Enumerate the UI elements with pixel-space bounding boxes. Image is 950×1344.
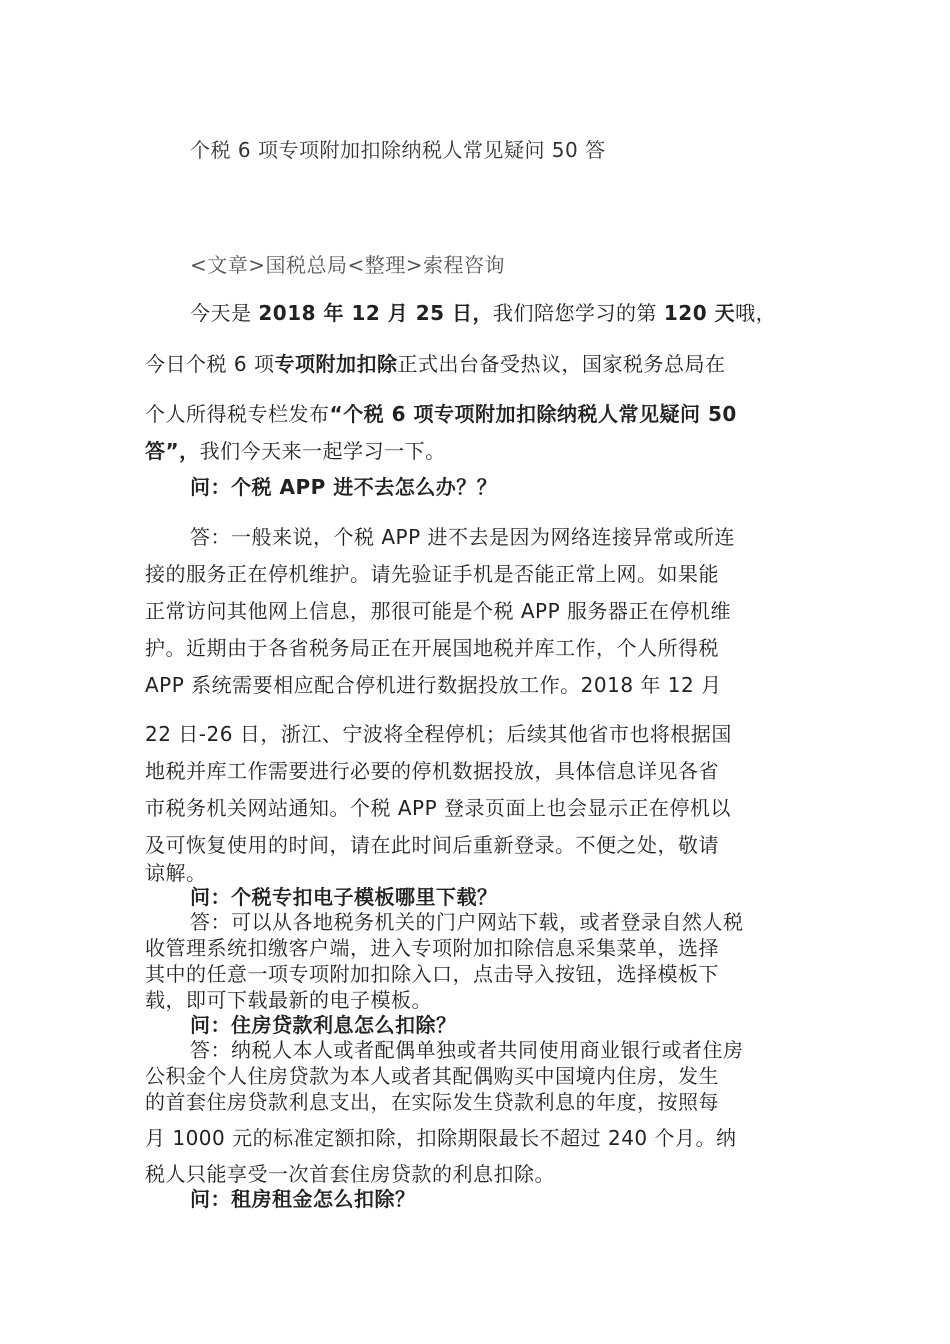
question-heading: 问：个税 APP 进不去怎么办？？ [190, 475, 498, 499]
intro-line-2 [145, 350, 725, 378]
intro-date: 2018 年 12 月 25 日， [258, 301, 494, 325]
intro-line-1 [190, 299, 776, 327]
intro-text: 今天是 [190, 301, 259, 325]
answer-line: 公积金个人住房贷款为本人或者其配偶购买中国境内住房，发生 [145, 1064, 719, 1088]
answer-line: APP 系统需要相应配合停机进行数据投放工作。2018 年 12 月 [145, 673, 722, 697]
answer-line: 正常访问其他网上信息，那很可能是个税 APP 服务器正在停机维 [145, 599, 732, 623]
answer-line: 答：可以从各地税务机关的门户网站下载，或者登录自然人税 [190, 910, 744, 934]
intro-text: 正式出台备受热议，国家税务总局在 [397, 352, 726, 376]
answer-line: 其中的任意一项专项附加扣除入口，点击导入按钮，选择模板下 [145, 962, 719, 986]
intro-line-4 [145, 437, 446, 465]
intro-text: 个人所得税专栏发布 [145, 402, 330, 426]
intro-day-count: 120 天 [663, 301, 736, 325]
question-heading: 问：住房贷款利息怎么扣除？ [190, 1013, 457, 1037]
intro-text: 我们陪您学习的第 [493, 301, 664, 325]
intro-text: 我们今天来一起学习一下。 [199, 439, 446, 463]
answer-line: 答：纳税人本人或者配偶单独或者共同使用商业银行或者住房 [190, 1038, 744, 1062]
answer-line: 谅解。 [145, 861, 207, 885]
answer-line: 地税并库工作需要进行必要的停机数据投放，具体信息详见各省 [145, 759, 719, 783]
intro-text: 哦， [735, 301, 777, 325]
answer-line: 及可恢复使用的时间，请在此时间后重新登录。不便之处，敬请 [145, 833, 719, 857]
answer-line: 收管理系统扣缴客户端，进入专项附加扣除信息采集菜单，选择 [145, 936, 719, 960]
answer-line: 护。近期由于各省税务局正在开展国地税并库工作，个人所得税 [145, 636, 719, 660]
intro-highlight: 专项附加扣除 [274, 352, 398, 376]
answer-line: 22 日-26 日，浙江、宁波将全程停机；后续其他省市也将根据国 [145, 722, 732, 746]
answer-line: 月 1000 元的标准定额扣除，扣除期限最长不超过 240 个月。纳 [145, 1126, 737, 1150]
source-line: <文章>国税总局<整理>索程咨询 [190, 253, 506, 277]
answer-line: 的首套住房贷款利息支出，在实际发生贷款利息的年度，按照每 [145, 1090, 719, 1114]
intro-text: 今日个税 6 项 [145, 352, 275, 376]
answer-line: 答：一般来说，个税 APP 进不去是因为网络连接异常或所连 [190, 525, 736, 549]
question-heading: 问：租房租金怎么扣除？ [190, 1187, 416, 1211]
answer-line: 市税务机关网站通知。个税 APP 登录页面上也会显示正在停机以 [145, 796, 732, 820]
question-heading: 问：个税专扣电子模板哪里下载？ [190, 885, 498, 909]
intro-article-title: “个税 6 项专项附加扣除纳税人常见疑问 50 [329, 402, 737, 426]
intro-article-title-end: 答”， [145, 439, 200, 463]
document-title: 个税 6 项专项附加扣除纳税人常见疑问 50 答 [190, 138, 606, 162]
intro-line-3 [145, 400, 737, 428]
answer-line: 载，即可下载最新的电子模板。 [145, 988, 432, 1012]
answer-line: 接的服务正在停机维护。请先验证手机是否能正常上网。如果能 [145, 562, 719, 586]
answer-line: 税人只能享受一次首套住房贷款的利息扣除。 [145, 1162, 555, 1186]
